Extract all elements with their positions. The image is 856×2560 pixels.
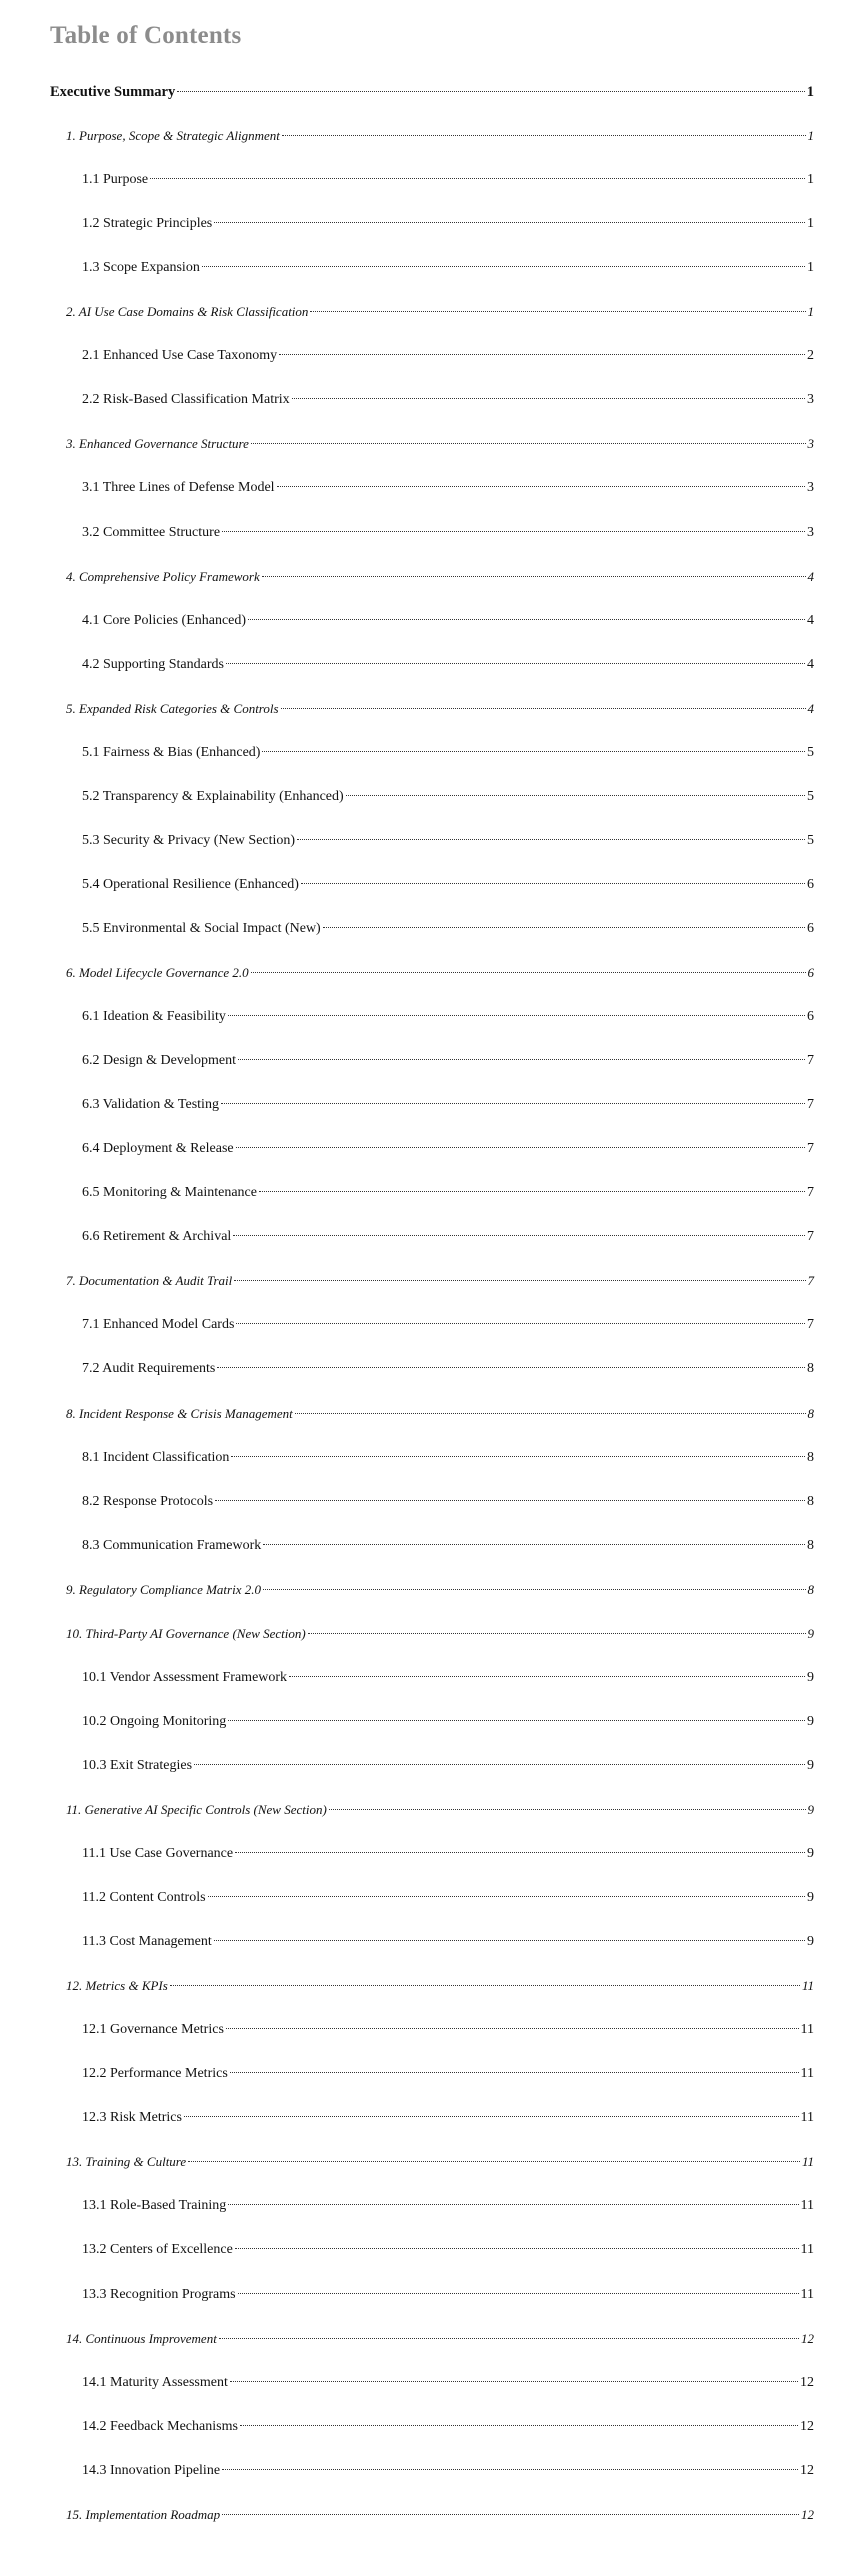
toc-page-number: 7 xyxy=(807,1229,814,1245)
dot-leader xyxy=(301,883,805,884)
toc-page-number: 11 xyxy=(800,2198,814,2214)
toc-page-number: 1 xyxy=(807,216,814,232)
toc-page-number: 8 xyxy=(807,1537,814,1553)
toc-entry-title: 5.3 Security & Privacy (New Section) xyxy=(82,832,296,848)
toc-subsection-entry[interactable] xyxy=(82,1183,814,1203)
toc-section-entry[interactable] xyxy=(66,2505,814,2525)
dot-leader xyxy=(226,663,805,664)
dot-leader xyxy=(236,1147,805,1148)
dot-leader xyxy=(222,531,805,532)
dot-leader xyxy=(228,2204,798,2205)
toc-entry-title: 10.2 Ongoing Monitoring xyxy=(82,1713,227,1729)
toc-entry-title: 2.2 Risk-Based Classification Matrix xyxy=(82,392,290,408)
toc-entry-title: 7.2 Audit Requirements xyxy=(82,1361,216,1377)
toc-subsection-entry[interactable] xyxy=(82,831,814,851)
toc-page-number: 1 xyxy=(807,260,814,276)
dot-leader xyxy=(221,1103,805,1104)
toc-entry-title: 7. Documentation & Audit Trail xyxy=(66,1273,233,1289)
toc-subsection-entry[interactable] xyxy=(82,214,814,234)
toc-subsection-entry[interactable] xyxy=(82,1139,814,1159)
toc-entry-title: 6.6 Retirement & Archival xyxy=(82,1229,232,1245)
toc-subsection-entry[interactable] xyxy=(82,478,814,498)
dot-leader xyxy=(150,178,805,179)
toc-page-number: 6 xyxy=(807,1009,814,1024)
toc-entry-title: 11. Generative AI Specific Controls (New Section) xyxy=(66,1801,327,1817)
dot-leader xyxy=(281,708,806,709)
dot-leader xyxy=(238,1059,805,1060)
dot-leader xyxy=(259,1191,805,1192)
toc-subsection-entry[interactable] xyxy=(82,390,814,410)
toc-subsection-entry[interactable] xyxy=(82,1448,814,1468)
dot-leader xyxy=(248,619,805,620)
toc-entry-title: 1.2 Strategic Principles xyxy=(82,216,213,232)
toc-subsection-entry[interactable] xyxy=(82,1095,814,1115)
toc-page-number: 4 xyxy=(807,656,814,672)
dot-leader xyxy=(234,1280,805,1281)
toc-entry-title: 12.1 Governance Metrics xyxy=(82,2022,224,2038)
dot-leader xyxy=(277,486,805,487)
toc-page-number: 6 xyxy=(807,876,814,892)
toc-subsection-entry[interactable] xyxy=(82,2020,814,2040)
toc-page-number: 11 xyxy=(800,2242,814,2258)
toc-page-number: 9 xyxy=(807,1934,814,1950)
toc-entry-title: 8.2 Response Protocols xyxy=(82,1493,214,1509)
toc-entry-title: 2.1 Enhanced Use Case Taxonomy xyxy=(82,348,278,364)
toc-subsection-entry[interactable] xyxy=(82,2285,814,2305)
toc-entry-title: 6.5 Monitoring & Maintenance xyxy=(82,1185,257,1201)
toc-page-number: 6 xyxy=(807,920,814,936)
dot-leader xyxy=(214,1940,805,1941)
toc-subsection-entry[interactable] xyxy=(82,2240,814,2260)
dot-leader xyxy=(263,1544,805,1545)
toc-page-number: 3 xyxy=(807,480,814,496)
toc-page-number: 9 xyxy=(807,1846,814,1861)
toc-entry-title: 11.2 Content Controls xyxy=(82,1890,206,1905)
toc-entry-title: 8.1 Incident Classification xyxy=(82,1449,230,1465)
toc-entry-title: 15. Implementation Roadmap xyxy=(66,2506,221,2522)
toc-page-number: 8 xyxy=(807,1581,814,1597)
toc-page-number: 7 xyxy=(807,1185,814,1201)
dot-leader xyxy=(188,2161,800,2162)
toc-entry-title: 6.4 Deployment & Release xyxy=(82,1141,234,1157)
toc-entry-title: 1.1 Purpose xyxy=(82,172,149,188)
dot-leader xyxy=(194,1764,805,1765)
dot-leader xyxy=(215,1500,805,1501)
dot-leader xyxy=(230,2072,799,2073)
toc-page-number: 9 xyxy=(807,1669,814,1685)
toc-entry-title: 12.3 Risk Metrics xyxy=(82,2110,182,2126)
toc-entry-title: 14.1 Maturity Assessment xyxy=(82,2374,228,2390)
toc-entry-title: 12. Metrics & KPIs xyxy=(66,1978,168,1994)
dot-leader xyxy=(177,91,805,92)
dot-leader xyxy=(228,1720,805,1721)
toc-page-number: 3 xyxy=(807,392,814,408)
toc-page-number: 11 xyxy=(800,2286,814,2302)
toc-subsection-entry[interactable] xyxy=(82,743,814,763)
toc-entry-title: 8.3 Communication Framework xyxy=(82,1537,262,1553)
toc-subsection-entry[interactable] xyxy=(82,2417,814,2437)
toc-page-number: 7 xyxy=(807,1317,814,1333)
toc-section-entry[interactable] xyxy=(66,126,814,146)
toc-section-entry[interactable] xyxy=(66,963,814,983)
toc-page-number: 11 xyxy=(800,2066,814,2082)
toc-page-number: 9 xyxy=(807,1625,814,1641)
dot-leader xyxy=(202,266,805,267)
dot-leader xyxy=(222,2469,798,2470)
dot-leader xyxy=(222,2514,799,2515)
dot-leader xyxy=(282,135,806,136)
toc-subsection-entry[interactable] xyxy=(82,523,814,543)
toc-subsection-entry[interactable] xyxy=(82,1227,814,1247)
toc-entry-title: 10.1 Vendor Assessment Framework xyxy=(82,1669,288,1685)
toc-entry-title: 6.2 Design & Development xyxy=(82,1053,236,1069)
toc-subsection-entry[interactable] xyxy=(82,2108,814,2128)
toc-page-number: 11 xyxy=(801,1978,814,1994)
toc-entry-title: 4.2 Supporting Standards xyxy=(82,656,224,672)
toc-page-number: 11 xyxy=(800,2110,814,2126)
dot-leader xyxy=(310,311,805,312)
toc-subsection-entry[interactable] xyxy=(82,919,814,939)
dot-leader xyxy=(184,2116,799,2117)
dot-leader xyxy=(238,2293,799,2294)
dot-leader xyxy=(295,1413,806,1414)
toc-entry-title: 5. Expanded Risk Categories & Controls xyxy=(66,700,279,716)
toc-page-number: 7 xyxy=(807,1141,814,1157)
toc-page-number: 2 xyxy=(807,348,814,364)
toc-entry-title: 3.2 Committee Structure xyxy=(82,524,221,540)
toc-entry-title: 3.1 Three Lines of Defense Model xyxy=(82,480,275,496)
toc-subsection-entry[interactable] xyxy=(82,1932,814,1952)
toc-entry-title: 9. Regulatory Compliance Matrix 2.0 xyxy=(66,1581,261,1597)
toc-page-number: 5 xyxy=(807,832,814,848)
dot-leader xyxy=(292,398,805,399)
toc-entry-title: 14.3 Innovation Pipeline xyxy=(82,2462,221,2478)
dot-leader xyxy=(231,1456,805,1457)
toc-entry-title: 13. Training & Culture xyxy=(66,2154,187,2170)
toc-page-number: 12 xyxy=(800,2462,814,2478)
toc-section-entry[interactable] xyxy=(66,434,814,454)
toc-entry-title: 1. Purpose, Scope & Strategic Alignment xyxy=(66,128,280,143)
toc-entry-title: 13.3 Recognition Programs xyxy=(82,2286,236,2302)
toc-section-entry[interactable] xyxy=(66,2329,814,2349)
toc-section-entry[interactable] xyxy=(66,1624,814,1644)
toc-section-entry[interactable] xyxy=(66,699,814,719)
toc-page-number: 1 xyxy=(806,84,814,100)
toc-page-number: 12 xyxy=(800,2418,814,2434)
toc-page-number: 8 xyxy=(807,1405,814,1421)
dot-leader xyxy=(236,1323,805,1324)
toc-page-number: 4 xyxy=(807,568,814,584)
toc-entry-title: 6.1 Ideation & Feasibility xyxy=(82,1009,226,1024)
toc-section-entry[interactable] xyxy=(66,302,814,322)
toc-subsection-entry[interactable] xyxy=(82,611,814,631)
toc-page-number: 3 xyxy=(807,524,814,540)
toc-subsection-entry[interactable] xyxy=(82,1359,814,1379)
toc-subsection-entry[interactable] xyxy=(82,1668,814,1688)
toc-page-number: 9 xyxy=(807,1757,814,1773)
toc-section-entry[interactable] xyxy=(66,2152,814,2172)
toc-entry-title: 2. AI Use Case Domains & Risk Classification xyxy=(66,304,309,320)
dot-leader xyxy=(251,972,806,973)
toc-subsection-entry[interactable] xyxy=(82,1051,814,1071)
dot-leader xyxy=(208,1896,805,1897)
dot-leader xyxy=(233,1235,805,1236)
dot-leader xyxy=(323,927,805,928)
toc-entry-title: 5.2 Transparency & Explainability (Enhanced) xyxy=(82,788,344,804)
toc-subsection-entry[interactable] xyxy=(82,346,814,366)
toc-page-number: 8 xyxy=(807,1361,814,1377)
toc-page-number: 1 xyxy=(807,128,814,143)
dot-leader xyxy=(279,354,805,355)
toc-entry-title: 6.3 Validation & Testing xyxy=(82,1097,219,1113)
toc-page-number: 11 xyxy=(801,2154,814,2170)
toc-entry-title: Executive Summary xyxy=(50,84,176,100)
toc-entry-title: 3. Enhanced Governance Structure xyxy=(66,436,249,452)
toc-subsection-entry[interactable] xyxy=(82,1492,814,1512)
toc-section-entry[interactable] xyxy=(66,1404,814,1424)
toc-entry-title: 12.2 Performance Metrics xyxy=(82,2066,228,2082)
toc-entry-title: 1.3 Scope Expansion xyxy=(82,260,200,276)
dot-leader xyxy=(214,222,805,223)
toc-entry-title: 5.4 Operational Resilience (Enhanced) xyxy=(82,876,299,892)
toc-entry-title: 7.1 Enhanced Model Cards xyxy=(82,1317,235,1333)
toc-subsection-entry[interactable] xyxy=(82,1756,814,1776)
toc-page-number: 1 xyxy=(807,172,814,188)
toc-entry-title: 5.5 Environmental & Social Impact (New) xyxy=(82,920,321,936)
toc-section-entry[interactable] xyxy=(66,1800,814,1820)
dot-leader xyxy=(329,1809,806,1810)
dot-leader xyxy=(308,1633,806,1634)
dot-leader xyxy=(228,1015,805,1016)
dot-leader xyxy=(217,1367,805,1368)
toc-subsection-entry[interactable] xyxy=(82,655,814,675)
toc-page-number: 3 xyxy=(807,436,814,452)
toc-page-number: 1 xyxy=(807,304,814,320)
toc-entry-title: 14.2 Feedback Mechanisms xyxy=(82,2418,238,2434)
toc-subsection-entry[interactable] xyxy=(82,1712,814,1732)
toc-entry-title: 10.3 Exit Strategies xyxy=(82,1757,193,1773)
toc-section-entry[interactable] xyxy=(66,1580,814,1600)
toc-page-number: 5 xyxy=(807,744,814,760)
toc-page-number: 12 xyxy=(800,2374,814,2390)
toc-page-number: 7 xyxy=(807,1053,814,1069)
toc-subsection-entry[interactable] xyxy=(82,787,814,807)
toc-page-number: 9 xyxy=(807,1890,814,1905)
toc-page-number: 8 xyxy=(807,1449,814,1465)
toc-entry-title: 4.1 Core Policies (Enhanced) xyxy=(82,612,247,628)
toc-page-number: 9 xyxy=(807,1713,814,1729)
dot-leader xyxy=(230,2381,798,2382)
dot-leader xyxy=(170,1985,800,1986)
toc-entry-title: 5.1 Fairness & Bias (Enhanced) xyxy=(82,744,261,760)
toc-subsection-entry[interactable] xyxy=(82,1315,814,1335)
toc-subsection-entry[interactable] xyxy=(82,875,814,895)
toc-section-entry[interactable] xyxy=(66,1271,814,1291)
dot-leader xyxy=(235,2248,799,2249)
toc-page-number: 9 xyxy=(807,1801,814,1817)
toc-page-number: 5 xyxy=(807,788,814,804)
toc-page-number: 7 xyxy=(807,1097,814,1113)
dot-leader xyxy=(219,2338,799,2339)
dot-leader xyxy=(262,751,805,752)
toc-page-number: 12 xyxy=(801,2330,814,2346)
dot-leader xyxy=(251,443,806,444)
toc-entry-title: 6. Model Lifecycle Governance 2.0 xyxy=(66,965,249,980)
toc-entry-title: 14. Continuous Improvement xyxy=(66,2330,217,2346)
toc-subsection-entry[interactable] xyxy=(82,1844,814,1864)
toc-page-number: 4 xyxy=(807,700,814,716)
toc-title: Table of Contents xyxy=(50,22,242,49)
toc-subsection-entry[interactable] xyxy=(82,1536,814,1556)
toc-page-number: 8 xyxy=(807,1493,814,1509)
toc-subsection-entry[interactable] xyxy=(82,2461,814,2481)
toc-section-entry[interactable] xyxy=(66,567,814,587)
dot-leader xyxy=(297,839,805,840)
toc-entry-title: 8. Incident Response & Crisis Management xyxy=(66,1405,293,1421)
toc-entry-title: 4. Comprehensive Policy Framework xyxy=(66,568,260,584)
toc-page-number: 7 xyxy=(807,1273,814,1289)
dot-leader xyxy=(240,2425,798,2426)
toc-entry-top[interactable] xyxy=(50,82,814,102)
toc-subsection-entry[interactable] xyxy=(82,2064,814,2084)
toc-page-number: 6 xyxy=(807,965,814,980)
toc-section-entry[interactable] xyxy=(66,1976,814,1996)
toc-subsection-entry[interactable] xyxy=(82,1888,814,1908)
dot-leader xyxy=(226,2028,799,2029)
toc-entry-title: 13.2 Centers of Excellence xyxy=(82,2242,233,2258)
dot-leader xyxy=(262,576,806,577)
dot-leader xyxy=(235,1852,805,1853)
toc-page-number: 4 xyxy=(807,612,814,628)
toc-entry-title: 13.1 Role-Based Training xyxy=(82,2198,227,2214)
toc-subsection-entry[interactable] xyxy=(82,2196,814,2216)
toc-subsection-entry[interactable] xyxy=(82,258,814,278)
toc-subsection-entry[interactable] xyxy=(82,2373,814,2393)
toc-entry-title: 10. Third-Party AI Governance (New Section) xyxy=(66,1625,306,1641)
toc-entry-title: 11.3 Cost Management xyxy=(82,1934,212,1950)
dot-leader xyxy=(346,795,805,796)
toc-page-number: 11 xyxy=(800,2022,814,2038)
toc-subsection-entry[interactable] xyxy=(82,1007,814,1027)
toc-subsection-entry[interactable] xyxy=(82,170,814,190)
toc-entry-title: 11.1 Use Case Governance xyxy=(82,1846,234,1861)
dot-leader xyxy=(289,1676,805,1677)
dot-leader xyxy=(263,1589,806,1590)
toc-page-number: 12 xyxy=(801,2506,814,2522)
